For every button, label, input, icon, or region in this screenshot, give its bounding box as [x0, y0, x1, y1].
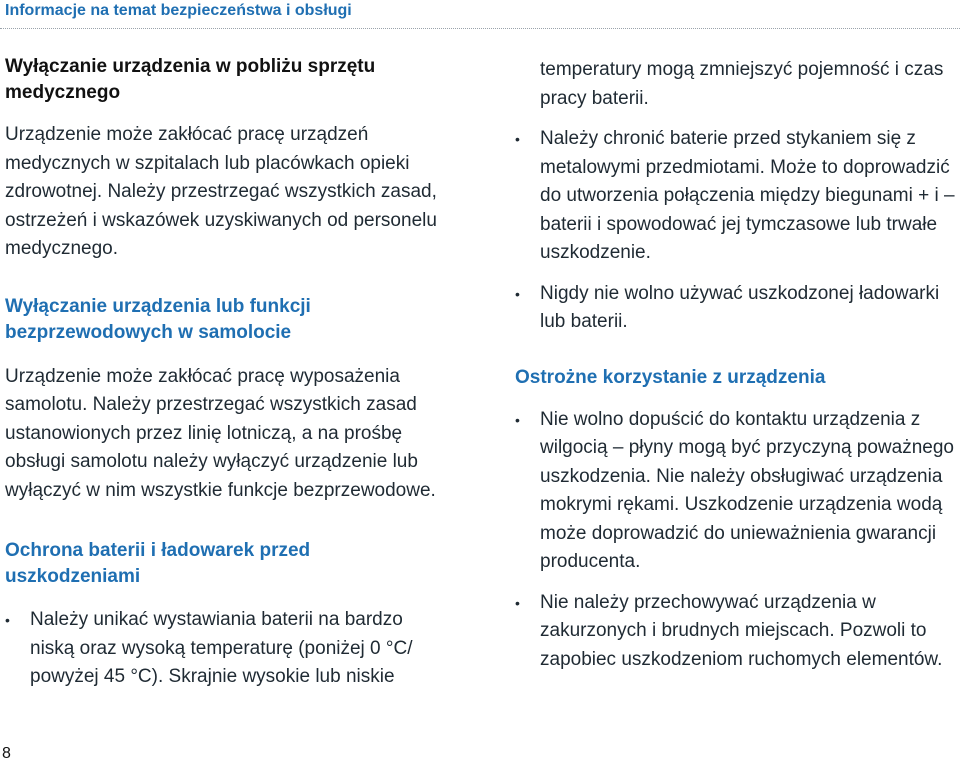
- continued-list-text: temperatury mogą zmniejszyć pojemność i czas pracy baterii.: [540, 59, 944, 109]
- bullet-icon: •: [5, 612, 10, 628]
- section-heading-medical: Wyłączanie urządzenia w pobliżu sprzętu medycznego: [5, 56, 376, 103]
- right-column: [515, 56, 960, 674]
- bullet-icon: •: [515, 594, 520, 611]
- section-heading-device-care: Ostrożne korzystanie z urządzenia: [515, 366, 826, 388]
- bullet-icon: •: [515, 131, 520, 147]
- section-body-aircraft: Urządzenie może zakłócać pracę wyposażenia samolotu. Należy przestrzegać wszystkich zasad ustanowionych przez linię lotniczą, a na prośbę obsługi samolotu należy wyłączyć urządzenie lub wyłączyć w nim wszystkie funkcje bezprzewodowe.: [5, 365, 436, 501]
- list-item-text: Nie wolno dopuścić do kontaktu urządzenia z wilgocią – płyny mogą być przyczyną poważnego uszkodzenia. Nie należy obsługiwać urządzenia mokrymi rękami. Uszkodzenie urządzenia wodą może doprowadzić do unieważnienia gwarancji producenta.: [540, 408, 954, 572]
- page-header-title: Informacje na temat bezpieczeństwa i obsługi: [5, 2, 352, 19]
- list-item: [5, 606, 450, 692]
- list-item: [515, 589, 960, 675]
- left-column: [5, 54, 450, 692]
- header-divider: [0, 28, 960, 29]
- battery-list-continued: [515, 125, 960, 337]
- list-item-text: Należy unikać wystawiania baterii na bardzo niską oraz wysoką temperaturę (poniżej 0 °C/ powyżej 45 °C). Skrajnie wysokie lub niskie: [30, 609, 413, 687]
- list-item: [515, 406, 960, 577]
- section-body-medical: Urządzenie może zakłócać pracę urządzeń medycznych w szpitalach lub placówkach opieki zdrowotnej. Należy przestrzegać wszystkich zasad, ostrzeżeń i wskazówek uzyskiwanych od personelu medycznego.: [5, 124, 437, 259]
- device-care-list: [515, 406, 960, 675]
- bullet-icon: •: [515, 285, 520, 302]
- list-item-text: Nigdy nie wolno używać uszkodzonej ładowarki lub baterii.: [540, 282, 940, 332]
- list-item: [515, 125, 960, 268]
- bullet-icon: •: [515, 411, 520, 428]
- section-heading-aircraft: Wyłączanie urządzenia lub funkcji bezprzewodowych w samolocie: [5, 295, 311, 343]
- page-number: 8: [2, 745, 11, 762]
- section-heading-battery: Ochrona baterii i ładowarek przed uszkodzeniami: [5, 540, 311, 587]
- list-item-text: Nie należy przechowywać urządzenia w zakurzonych i brudnych miejscach. Pozwoli to zapobiec uszkodzeniom ruchomych elementów.: [540, 591, 943, 670]
- battery-list: [5, 606, 450, 692]
- list-item-text: Należy chronić baterie przed stykaniem się z metalowymi przedmiotami. Może to doprowadzić do utworzenia połączenia między biegunami + i – baterii i spowodować jej tymczasowe lub trwałe uszkodzenie.: [540, 128, 955, 263]
- list-item: [515, 280, 960, 337]
